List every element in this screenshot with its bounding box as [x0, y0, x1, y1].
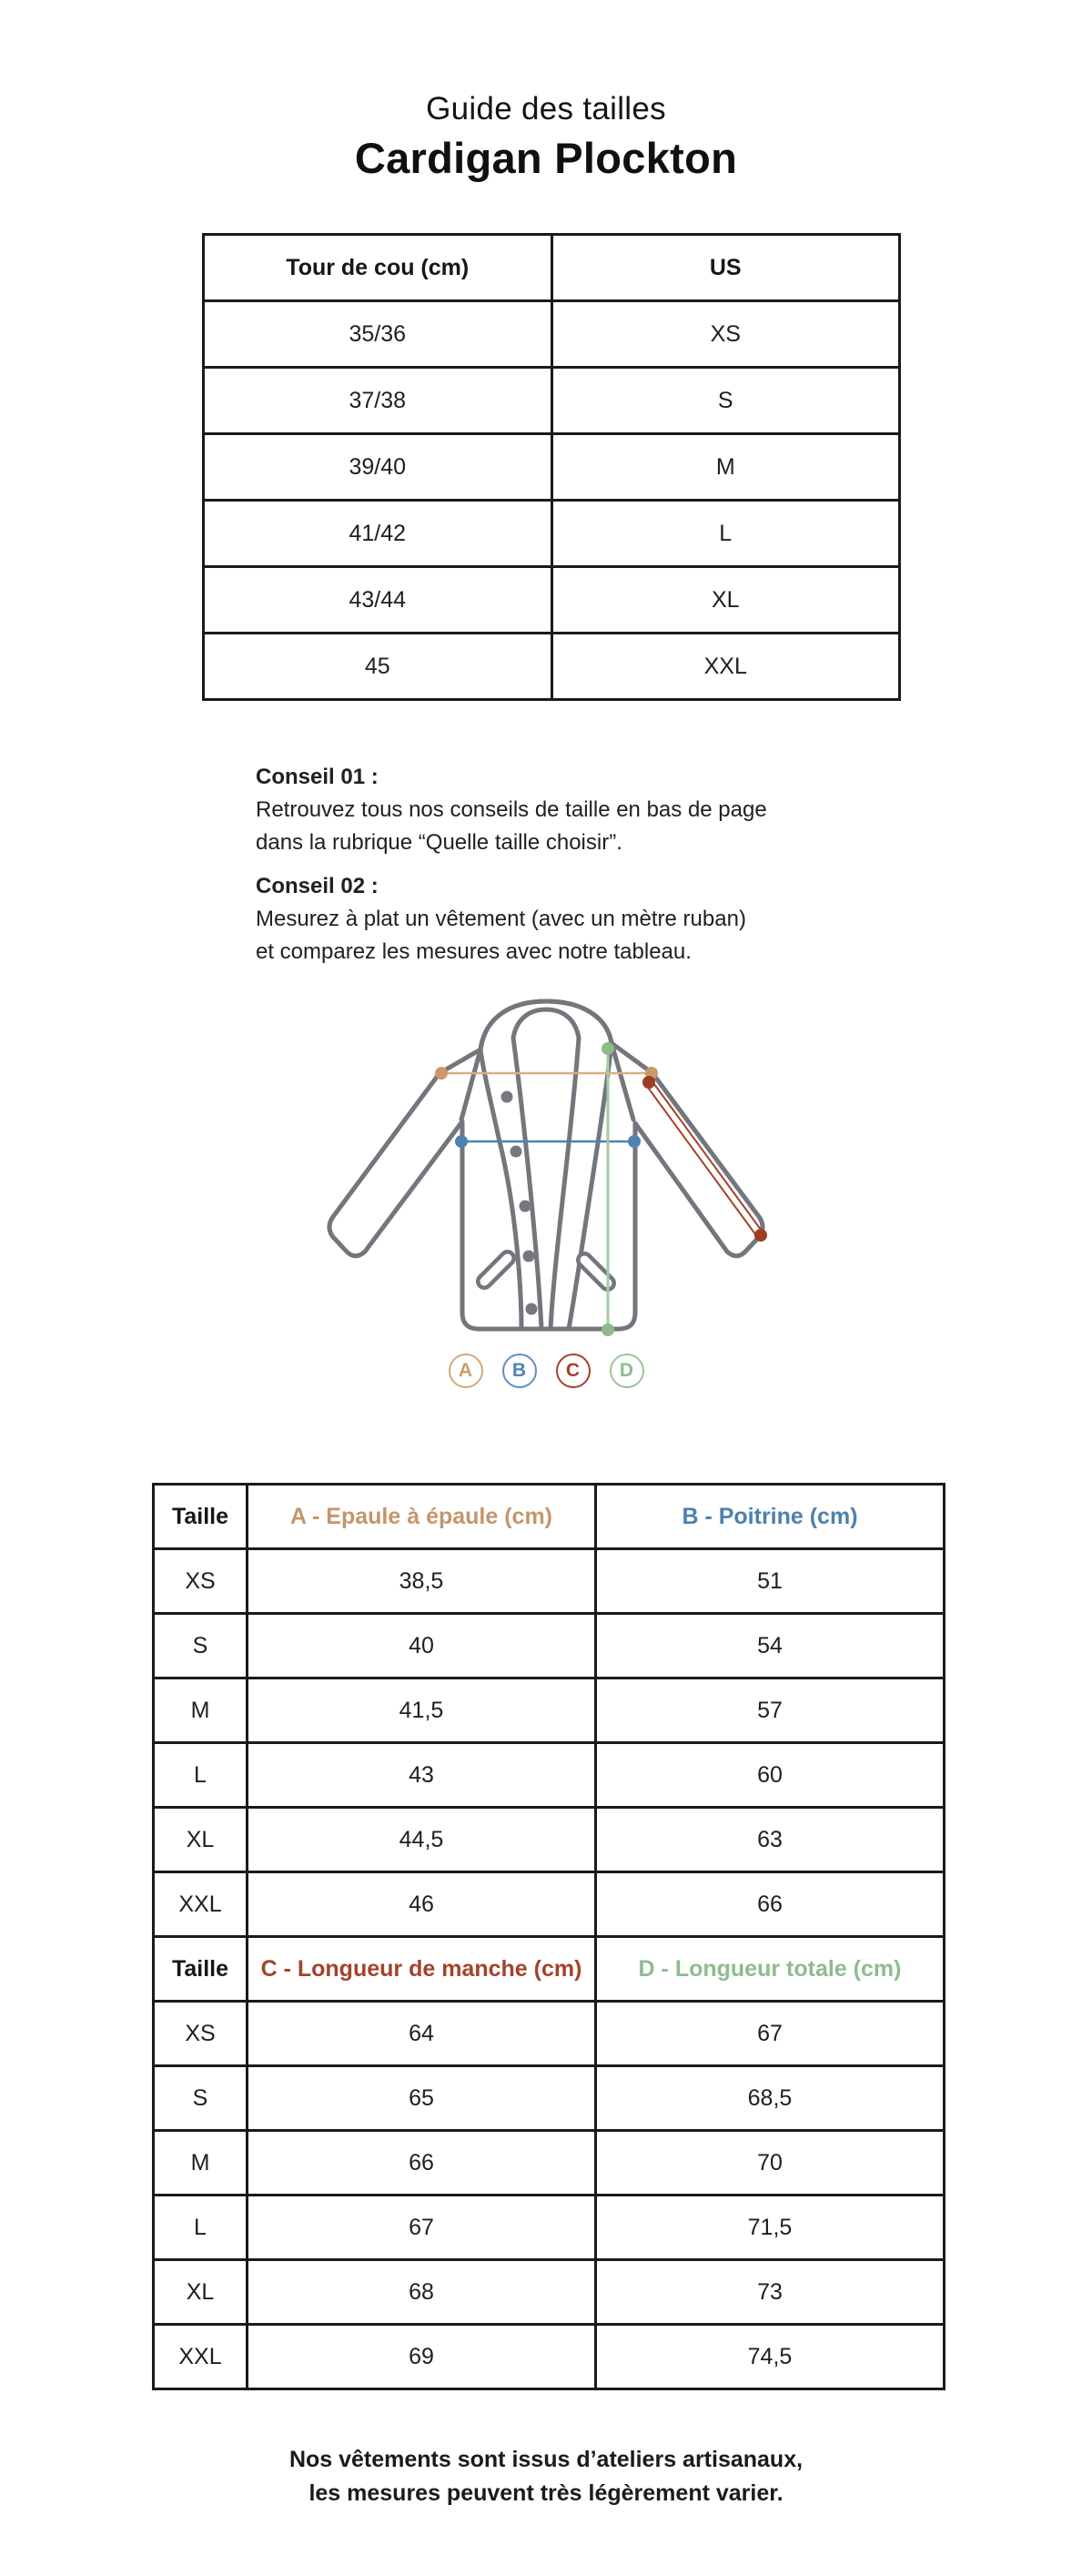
table-row	[204, 501, 900, 567]
shoulder-cell: 38,5	[248, 1549, 596, 1614]
shoulder-cell: 41,5	[248, 1678, 596, 1743]
taille-header: Taille	[154, 1485, 248, 1549]
legend-b-badge: B	[502, 1354, 537, 1388]
neck-col-header: Tour de cou (cm)	[204, 235, 552, 301]
table-row	[154, 2196, 945, 2260]
sleeve-col-header: C - Longueur de manche (cm)	[248, 1937, 596, 2002]
measurements-table	[152, 1483, 945, 2390]
chest-cell: 54	[596, 1614, 945, 1678]
table-row	[204, 634, 900, 700]
tip-2-line-1: Mesurez à plat un vêtement (avec un mètre ruban)	[256, 907, 746, 931]
tip-1	[256, 761, 838, 859]
table-row	[154, 1872, 945, 1937]
diagram-legend	[0, 1354, 1092, 1388]
tip-1-line-2: dans la rubrique “Quelle taille choisir”.	[256, 830, 622, 855]
size-cell: L	[154, 2196, 248, 2260]
chest-cell: 66	[596, 1872, 945, 1937]
chest-cell: 57	[596, 1678, 945, 1743]
table-row	[154, 2131, 945, 2196]
artisanal-note-line-1: Nos vêtements sont issus d’ateliers artisanaux,	[288, 2447, 804, 2472]
tip-1-title: Conseil 01 :	[256, 765, 379, 789]
table-row	[154, 1678, 945, 1743]
length-cell: 73	[596, 2260, 945, 2325]
neck-size-cell: 37/38	[204, 368, 552, 434]
table-row	[154, 1614, 945, 1678]
table-row	[154, 2325, 945, 2389]
us-size-cell: L	[551, 501, 900, 567]
size-cell: XL	[154, 1808, 248, 1872]
shoulder-col-header: A - Epaule à épaule (cm)	[248, 1485, 596, 1549]
neck-size-table	[202, 233, 901, 701]
table-row	[154, 2260, 945, 2325]
tips-section	[256, 761, 838, 979]
neck-size-cell: 43/44	[204, 567, 552, 634]
sleeve-cell: 64	[248, 2002, 596, 2066]
tip-2-line-2: et comparez les mesures avec notre tableau.	[256, 939, 692, 964]
length-cell: 68,5	[596, 2066, 945, 2131]
size-cell: M	[154, 2131, 248, 2196]
garment-outline	[329, 1001, 763, 1329]
legend-c-badge: C	[556, 1354, 591, 1388]
taille-header: Taille	[154, 1937, 248, 2002]
neck-size-cell: 41/42	[204, 501, 552, 567]
us-size-cell: M	[551, 434, 900, 501]
artisanal-note-line-2: les mesures peuvent très légèrement varier.	[308, 2480, 784, 2506]
table-row	[154, 1549, 945, 1614]
size-cell: XXL	[154, 1872, 248, 1937]
size-cell: M	[154, 1678, 248, 1743]
sleeve-cell: 66	[248, 2131, 596, 2196]
legend-a-badge: A	[449, 1354, 483, 1388]
chest-cell: 51	[596, 1549, 945, 1614]
chest-cell: 63	[596, 1808, 945, 1872]
table-row	[154, 2066, 945, 2131]
table-row	[154, 1743, 945, 1808]
size-cell: XXL	[154, 2325, 248, 2389]
table-row	[204, 368, 900, 434]
us-size-cell: S	[551, 368, 900, 434]
length-cell: 71,5	[596, 2196, 945, 2260]
tip-1-line-1: Retrouvez tous nos conseils de taille en bas de page	[256, 797, 767, 822]
sleeve-cell: 68	[248, 2260, 596, 2325]
size-cell: XS	[154, 1549, 248, 1614]
length-cell: 74,5	[596, 2325, 945, 2389]
size-cell: L	[154, 1743, 248, 1808]
us-size-cell: XS	[551, 301, 900, 368]
size-cell: XS	[154, 2002, 248, 2066]
tip-2	[256, 870, 838, 969]
shoulder-cell: 46	[248, 1872, 596, 1937]
table-header-row	[154, 1937, 945, 2002]
table-row	[154, 2002, 945, 2066]
sleeve-cell: 65	[248, 2066, 596, 2131]
neck-size-cell: 45	[204, 634, 552, 700]
legend-d-badge: D	[610, 1354, 644, 1388]
length-cell: 70	[596, 2131, 945, 2196]
shoulder-cell: 40	[248, 1614, 596, 1678]
page-title: Cardigan Plockton	[354, 134, 738, 182]
us-col-header: US	[551, 235, 900, 301]
table-row	[204, 301, 900, 368]
neck-size-cell: 39/40	[204, 434, 552, 501]
shoulder-cell: 43	[248, 1743, 596, 1808]
chest-cell: 60	[596, 1743, 945, 1808]
table-row	[154, 1808, 945, 1872]
size-cell: S	[154, 2066, 248, 2131]
size-cell: XL	[154, 2260, 248, 2325]
length-col-header: D - Longueur totale (cm)	[596, 1937, 945, 2002]
sleeve-cell: 67	[248, 2196, 596, 2260]
table-header-row	[154, 1485, 945, 1549]
us-size-cell: XL	[551, 567, 900, 634]
size-cell: S	[154, 1614, 248, 1678]
table-header-row	[204, 235, 900, 301]
page-subtitle: Guide des tailles	[426, 91, 666, 127]
us-size-cell: XXL	[551, 634, 900, 700]
shoulder-cell: 44,5	[248, 1808, 596, 1872]
sleeve-cell: 69	[248, 2325, 596, 2389]
tip-2-title: Conseil 02 :	[256, 874, 379, 898]
table-row	[204, 434, 900, 501]
artisanal-note	[0, 2443, 1092, 2510]
length-cell: 67	[596, 2002, 945, 2066]
neck-size-cell: 35/36	[204, 301, 552, 368]
table-row	[204, 567, 900, 634]
chest-col-header: B - Poitrine (cm)	[596, 1485, 945, 1549]
